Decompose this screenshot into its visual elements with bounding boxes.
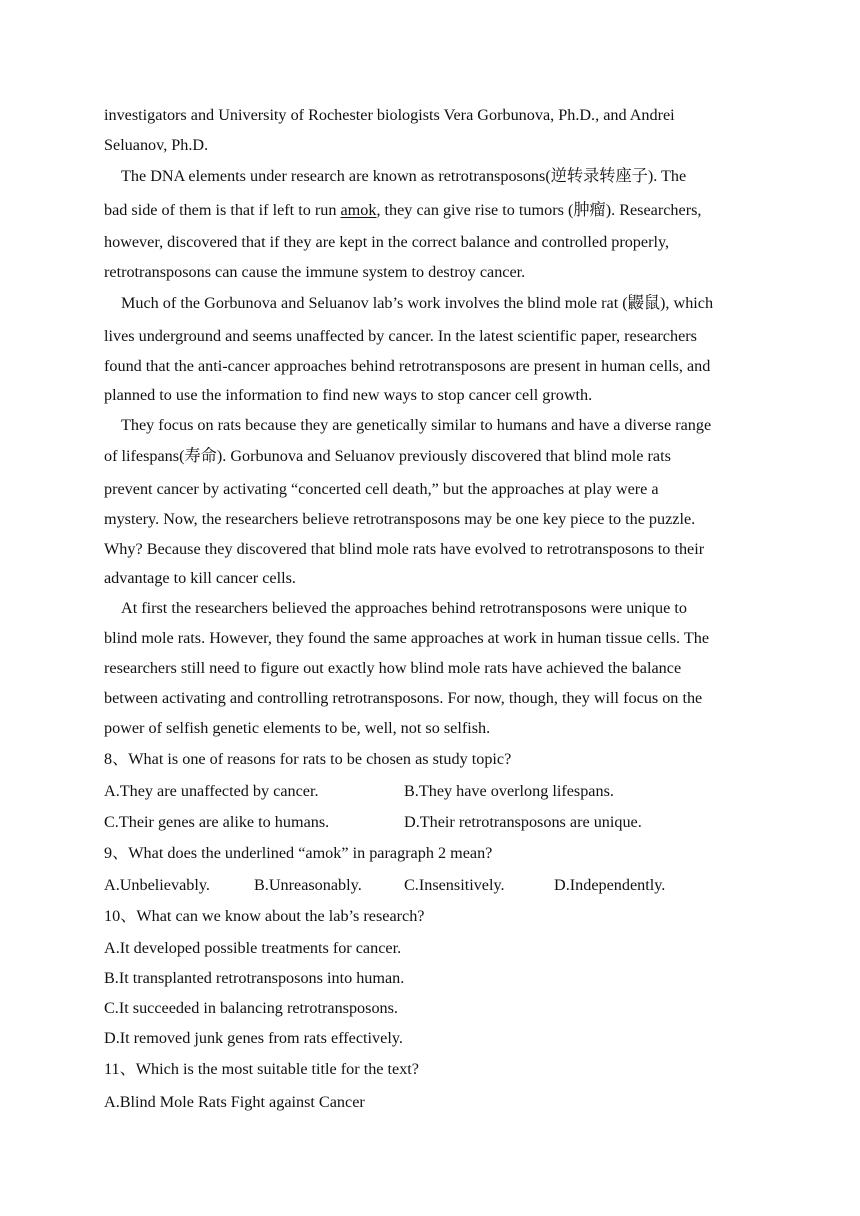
question-8-stem: 8、What is one of reasons for rats to be chosen as study topic?	[104, 750, 512, 768]
paragraph-4-line-4: mystery. Now, the researchers believe retrotransposons may be one key piece to the puzzle.	[104, 510, 696, 528]
paragraph-1-line-1: investigators and University of Rochester biologists Vera Gorbunova, Ph.D., and Andrei	[104, 106, 675, 124]
paragraph-2-line-2	[104, 200, 701, 220]
underlined-word-amok: amok	[340, 201, 377, 219]
question-10-option-c: C.It succeeded in balancing retrotransposons.	[104, 999, 398, 1017]
paragraph-3-line-3: found that the anti-cancer approaches behind retrotransposons are present in human cells, and	[104, 357, 711, 375]
paragraph-2-text: , they can give rise to tumors (肿瘤). Researchers,	[376, 201, 702, 219]
paragraph-5-line-5: power of selfish genetic elements to be, well, not so selfish.	[104, 719, 491, 737]
paragraph-4-line-6: advantage to kill cancer cells.	[104, 569, 296, 587]
paragraph-5-line-1: At first the researchers believed the approaches behind retrotransposons were unique to	[121, 599, 687, 617]
question-10-option-d: D.It removed junk genes from rats effectively.	[104, 1029, 403, 1047]
question-10-option-a: A.It developed possible treatments for cancer.	[104, 939, 402, 957]
question-8-option-a: A.They are unaffected by cancer.	[104, 782, 319, 800]
paragraph-2-line-1: The DNA elements under research are known as retrotransposons(逆转录转座子). The	[121, 167, 687, 185]
paragraph-3-line-4: planned to use the information to find new ways to stop cancer cell growth.	[104, 386, 593, 404]
paragraph-2-line-3: however, discovered that if they are kept in the correct balance and controlled properly,	[104, 233, 670, 251]
question-10-stem: 10、What can we know about the lab’s research?	[104, 907, 425, 925]
paragraph-4-line-1: They focus on rats because they are genetically similar to humans and have a diverse range	[121, 416, 712, 434]
question-11-option-a: A.Blind Mole Rats Fight against Cancer	[104, 1093, 365, 1111]
paragraph-5-line-4: between activating and controlling retrotransposons. For now, though, they will focus on the	[104, 689, 703, 707]
paragraph-3-line-1: Much of the Gorbunova and Seluanov lab’s work involves the blind mole rat (鼹鼠), which	[121, 294, 714, 312]
paragraph-4-line-3: prevent cancer by activating “concerted cell death,” but the approaches at play were a	[104, 480, 659, 498]
question-11-stem: 11、Which is the most suitable title for the text?	[104, 1060, 419, 1078]
question-9-option-b: B.Unreasonably.	[254, 876, 362, 894]
question-8-option-c: C.Their genes are alike to humans.	[104, 813, 330, 831]
paragraph-4-line-5: Why? Because they discovered that blind mole rats have evolved to retrotransposons to their	[104, 540, 705, 558]
paragraph-1-line-2: Seluanov, Ph.D.	[104, 136, 209, 154]
question-8-option-d: D.Their retrotransposons are unique.	[404, 813, 642, 831]
question-10-option-b: B.It transplanted retrotransposons into human.	[104, 969, 405, 987]
question-9-stem: 9、What does the underlined “amok” in paragraph 2 mean?	[104, 844, 493, 862]
paragraph-4-line-2: of lifespans(寿命). Gorbunova and Seluanov previously discovered that blind mole rats	[104, 447, 671, 465]
question-9-option-c: C.Insensitively.	[404, 876, 505, 894]
paragraph-2-text: bad side of them is that if left to run	[104, 201, 341, 219]
paragraph-3-line-2: lives underground and seems unaffected by cancer. In the latest scientific paper, researchers	[104, 327, 697, 345]
question-9-option-a: A.Unbelievably.	[104, 876, 210, 894]
paragraph-2-line-4: retrotransposons can cause the immune system to destroy cancer.	[104, 263, 526, 281]
question-8-option-b: B.They have overlong lifespans.	[404, 782, 614, 800]
question-9-option-d: D.Independently.	[554, 876, 666, 894]
paragraph-5-line-2: blind mole rats. However, they found the same approaches at work in human tissue cells. The	[104, 629, 710, 647]
paragraph-5-line-3: researchers still need to figure out exactly how blind mole rats have achieved the balance	[104, 659, 682, 677]
